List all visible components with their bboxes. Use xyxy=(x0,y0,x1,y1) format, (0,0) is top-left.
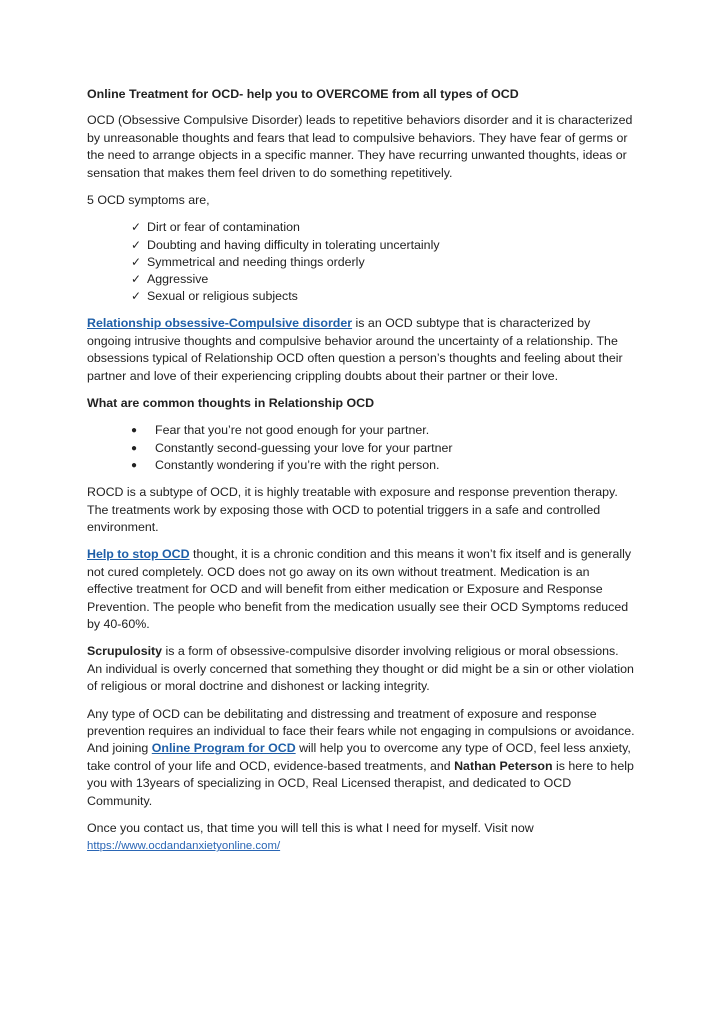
help-to-stop-ocd-link[interactable]: Help to stop OCD xyxy=(87,547,190,562)
online-program-link[interactable]: Online Program for OCD xyxy=(151,741,296,756)
bullet-icon: ● xyxy=(131,459,138,471)
checkmark-icon: ✓ xyxy=(131,289,142,304)
therapist-name: Nathan Peterson xyxy=(454,758,553,773)
program-paragraph: Any type of OCD can be debilitating and distressing and treatment of exposure and response prevention requires an individual to face their fears while not engaging in compulsions or avoidance. And joining Online Program for OCD will help you to overcome any type of OCD, feel less anxiety, take control of your life and OCD, evidence-based treatments, and Nathan Peterson is here to help you with 13years of specializing in OCD, Real Licensed therapist, and dedicated to OCD Community. xyxy=(87,706,635,808)
list-item: ✓ Sexual or religious subjects xyxy=(87,288,635,305)
scrupulosity-paragraph: Scrupulosity is a form of obsessive-compulsive disorder involving religious or moral obsessions. An individual is overly concerned that something they thought or did might be a sin or other violation of religious or moral doctrine and dishonest or lacking integrity. xyxy=(87,644,634,694)
thoughts-heading: What are common thoughts in Relationship OCD xyxy=(87,396,375,411)
help-paragraph: Help to stop OCD thought, it is a chronic condition and this means it won’t fix itself and is generally not cured completely. OCD does not go away on its own without treatment. Medication is an effective treatment for OCD and will benefit from either medication or Exposure and Response Prevention. The people who benefit from the medication usually see their OCD Symptoms reduced by 40-60%. xyxy=(87,547,632,631)
list-item: ✓ Symmetrical and needing things orderly xyxy=(87,254,635,271)
visit-paragraph: Once you contact us, that time you will tell this is what I need for myself. Visit now https://www.ocdandanxietyonline.com/ xyxy=(87,821,534,853)
symptoms-list xyxy=(87,219,635,305)
symptoms-heading: 5 OCD symptoms are, xyxy=(87,193,210,208)
checkmark-icon: ✓ xyxy=(131,272,142,287)
checkmark-icon: ✓ xyxy=(131,254,142,269)
intro-paragraph: OCD (Obsessive Compulsive Disorder) leads to repetitive behaviors disorder and it is characterized by unreasonable thoughts and fears that lead to compulsive behaviors. They have fear of germs or the need to arrange objects in a specific manner. They have recurring unwanted thoughts, ideas or sensation that makes them feel driven to do something repetitively. xyxy=(87,113,633,180)
rocd-treatable-paragraph: ROCD is a subtype of OCD, it is highly treatable with exposure and response prevention therapy. The treatments work by exposing those with OCD to potential triggers in a safe and controlled environment. xyxy=(87,485,618,534)
list-item: ✓ Dirt or fear of contamination xyxy=(87,219,635,236)
website-link[interactable]: https://www.ocdandanxietyonline.com/ xyxy=(87,840,281,853)
relationship-ocd-link[interactable]: Relationship obsessive-Compulsive disorder xyxy=(87,316,353,331)
list-item: ✓ Aggressive xyxy=(87,271,635,288)
checkmark-icon: ✓ xyxy=(131,237,142,252)
list-item: ● Constantly second-guessing your love for your partner xyxy=(87,440,635,457)
page-title: Online Treatment for OCD- help you to OVERCOME from all types of OCD xyxy=(87,87,519,101)
document-body xyxy=(87,86,635,856)
checkmark-icon: ✓ xyxy=(131,220,142,235)
bullet-icon: ● xyxy=(131,442,138,454)
list-item: ✓ Doubting and having difficulty in tolerating uncertainly xyxy=(87,237,635,254)
list-item: ● Constantly wondering if you’re with the right person. xyxy=(87,457,635,474)
rocd-paragraph: Relationship obsessive-Compulsive disorder is an OCD subtype that is characterized by ongoing intrusive thoughts and compulsive behavior around the uncertainty of a relationship. The obsessions typical of Relationship OCD often question a person’s thoughts and feeling about their partner and love of their experiencing crippling doubts about their partner or their love. xyxy=(87,316,623,383)
list-item: ● Fear that you’re not good enough for your partner. xyxy=(87,422,635,439)
scrupulosity-term: Scrupulosity xyxy=(87,644,163,659)
thoughts-list xyxy=(87,422,635,474)
bullet-icon: ● xyxy=(131,425,138,437)
